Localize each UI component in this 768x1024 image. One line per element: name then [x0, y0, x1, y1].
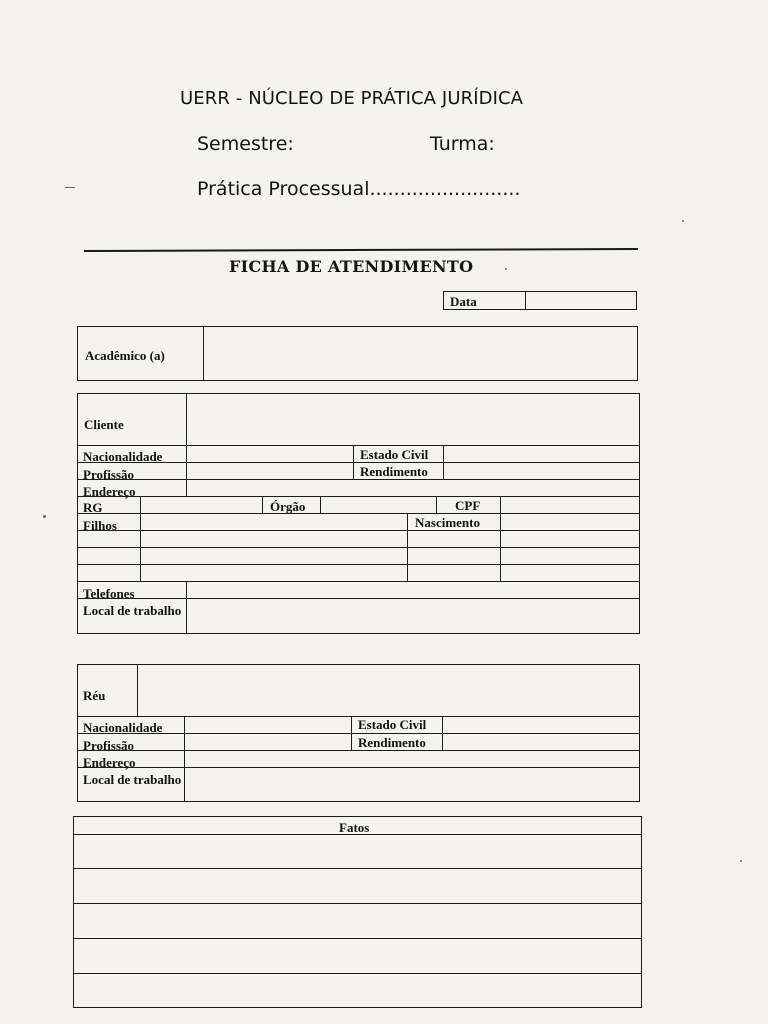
scan-speck	[740, 860, 742, 862]
date-label: Data	[450, 294, 477, 309]
academic-field[interactable]	[205, 328, 636, 379]
client-cpf-field[interactable]	[502, 498, 638, 512]
client-issuer-label: Órgão	[270, 499, 306, 514]
defendant-workplace-field[interactable]	[186, 769, 638, 800]
defendant-profession-field[interactable]	[186, 735, 350, 749]
client-income-label: Rendimento	[360, 464, 428, 479]
client-birth-field[interactable]	[502, 515, 638, 580]
scan-speck	[505, 268, 507, 270]
client-phones-label: Telefones	[83, 586, 135, 601]
facts-line-1[interactable]	[75, 836, 640, 867]
facts-line-5[interactable]	[75, 975, 640, 1006]
client-cpf-label: CPF	[455, 498, 481, 513]
defendant-nationality-field[interactable]	[186, 718, 350, 732]
scan-speck	[43, 515, 46, 518]
client-rg-field[interactable]	[142, 498, 261, 512]
client-phones-field[interactable]	[188, 583, 638, 597]
client-rg-label: RG	[83, 500, 103, 515]
client-civil-status-field[interactable]	[445, 447, 638, 461]
client-profession-field[interactable]	[188, 464, 352, 478]
semester-label: Semestre:	[197, 133, 294, 155]
client-children-label: Filhos	[83, 518, 117, 533]
facts-line-4[interactable]	[75, 940, 640, 972]
client-profession-label: Profissão	[83, 467, 135, 482]
client-workplace-field[interactable]	[188, 600, 638, 632]
client-workplace-label: Local de trabalho	[83, 603, 182, 618]
facts-label: Fatos	[339, 820, 370, 835]
client-nationality-label: Nacionalidade	[83, 449, 163, 464]
defendant-nationality-label: Nacionalidade	[83, 720, 163, 735]
client-address-label: Endereço	[83, 484, 136, 499]
client-address-field[interactable]	[188, 481, 638, 495]
defendant-profession-label: Profissão	[83, 738, 135, 753]
client-birth-label: Nascimento	[415, 515, 480, 530]
scan-speck	[682, 220, 684, 222]
defendant-income-label: Rendimento	[358, 735, 426, 750]
practice-label: Prática Processual.........................	[197, 178, 521, 200]
client-nationality-field[interactable]	[188, 447, 352, 461]
defendant-label: Réu	[83, 688, 106, 703]
client-income-field[interactable]	[445, 464, 638, 478]
defendant-income-field[interactable]	[444, 735, 638, 749]
defendant-workplace-label: Local de trabalho	[83, 772, 182, 787]
defendant-address-label: Endereço	[83, 755, 136, 770]
date-field[interactable]	[527, 292, 636, 309]
scan-speck	[65, 187, 75, 188]
academic-label: Acadêmico (a)	[85, 348, 165, 363]
client-children-field[interactable]	[142, 515, 406, 580]
facts-line-2[interactable]	[75, 870, 640, 902]
facts-line-3[interactable]	[75, 905, 640, 937]
defendant-civil-status-field[interactable]	[444, 718, 638, 732]
defendant-name-field[interactable]	[139, 666, 638, 715]
client-issuer-field[interactable]	[322, 498, 435, 512]
defendant-civil-status-label: Estado Civil	[358, 717, 427, 732]
client-label: Cliente	[84, 417, 124, 432]
client-name-field[interactable]	[188, 395, 638, 444]
class-label: Turma:	[430, 133, 495, 155]
header-divider	[84, 248, 638, 252]
form-title: FICHA DE ATENDIMENTO	[229, 257, 474, 276]
institution-title: UERR - NÚCLEO DE PRÁTICA JURÍDICA	[180, 88, 524, 109]
client-civil-status-label: Estado Civil	[360, 447, 429, 462]
defendant-address-field[interactable]	[186, 752, 638, 766]
